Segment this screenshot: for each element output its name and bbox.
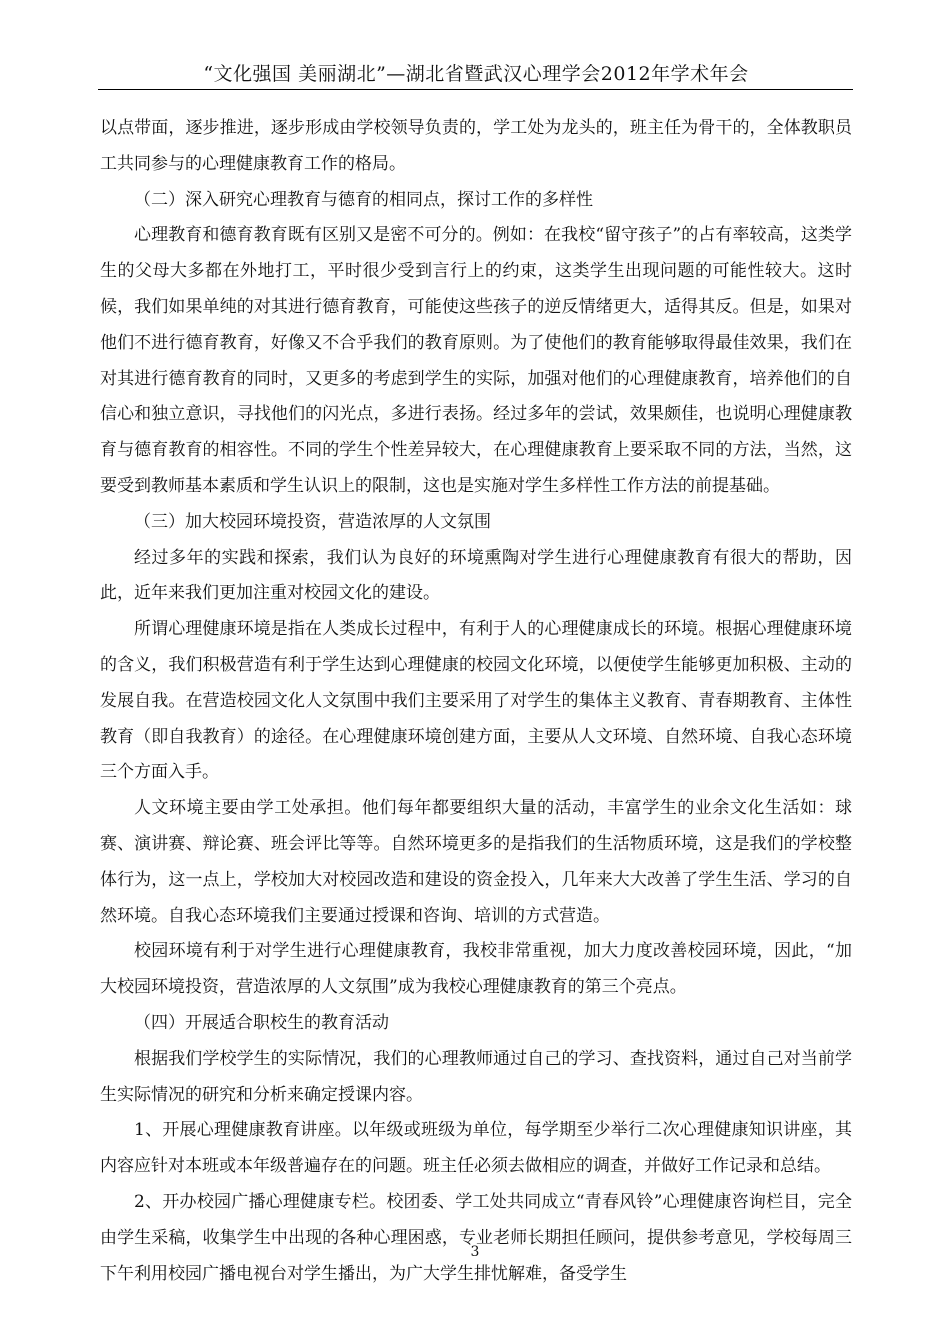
paragraph: 心理教育和德育教育既有区别又是密不可分的。例如：在我校“留守孩子”的占有率较高，这类学生的父母大多都在外地打工，平时很少受到言行上的约束，这类学生出现问题的可能性较大。这时候，我们如果单纯的对其进行德育教育，可能使这些孩子的逆反情绪更大，适得其反。但是，如果对他们不进行德育教育，好像又不合乎我们的教育原则。为了使他们的教育能够取得最佳效果，我们在对其进行德育教育的同时，又更多的考虑到学生的实际，加强对他们的心理健康教育，培养他们的自信心和独立意识，寻找他们的闪光点，多进行表扬。经过多年的尝试，效果颇佳，也说明心理健康教育与德育教育的相容性。不同的学生个性差异较大，在心理健康教育上要采取不同的方法，当然，这要受到教师基本素质和学生认识上的限制，这也是实施对学生多样性工作方法的前提基础。 (100, 225, 852, 496)
paragraph-continued: 以点带面，逐步推进，逐步形成由学校领导负责的，学工处为龙头的，班主任为骨干的，全体教职员工共同参与的心理健康教育工作的格局。 (100, 118, 852, 174)
paragraph: 根据我们学校学生的实际情况，我们的心理教师通过自己的学习、查找资料，通过自己对当前学生实际情况的研究和分析来确定授课内容。 (100, 1048, 852, 1105)
paragraph: 所谓心理健康环境是指在人类成长过程中，有利于人的心理健康成长的环境。根据心理健康环境的含义，我们积极营造有利于学生达到心理健康的校园文化环境，以便使学生能够更加积极、主动的发展自我。在营造校园文化人文氛围中我们主要采用了对学生的集体主义教育、青春期教育、主体性教育（即自我教育）的途径。在心理健康环境创建方面，主要从人文环境、自然环境、自我心态环境三个方面入手。 (100, 619, 852, 783)
paragraph: 经过多年的实践和探索，我们认为良好的环境熏陶对学生进行心理健康教育有很大的帮助，因此，近年来我们更加注重对校园文化的建设。 (100, 547, 852, 604)
page-number: 3 (470, 1244, 480, 1260)
paragraph: 校园环境有利于对学生进行心理健康教育，我校非常重视，加大力度改善校园环境，因此，“加大校园环境投资，营造浓厚的人文氛围”成为我校心理健康教育的第三个亮点。 (100, 941, 852, 998)
document-body (100, 111, 852, 1292)
running-header: “文化强国 美丽湖北”—湖北省暨武汉心理学会2012年学术年会 (203, 63, 749, 85)
header-rule (98, 89, 853, 90)
list-item-paragraph: 1、开展心理健康教育讲座。以年级或班级为单位，每学期至少举行二次心理健康知识讲座，其内容应针对本班或本年级普遍存在的问题。班主任必须去做相应的调查，并做好工作记录和总结。 (100, 1120, 852, 1177)
section-heading-3: （三）加大校园环境投资，营造浓厚的人文氛围 (134, 511, 491, 532)
list-item-paragraph: 2、开办校园广播心理健康专栏。校团委、学工处共同成立“青春风铃”心理健康咨询栏目，完全由学生采稿，收集学生中出现的各种心理困惑，专业老师长期担任顾问，提供参考意见，学校每周三下午利用校园广播电视台对学生播出，为广大学生排忧解难，备受学生 (100, 1191, 852, 1284)
paragraph: 人文环境主要由学工处承担。他们每年都要组织大量的活动，丰富学生的业余文化生活如：球赛、演讲赛、辩论赛、班会评比等等。自然环境更多的是指我们的生活物质环境，这是我们的学校整体行为，这一点上，学校加大对校园改造和建设的资金投入，几年来大大改善了学生生活、学习的自然环境。自我心态环境我们主要通过授课和咨询、培训的方式营造。 (100, 798, 852, 926)
section-heading-4: （四）开展适合职校生的教育活动 (134, 1012, 389, 1033)
section-heading-2: （二）深入研究心理教育与德育的相同点，探讨工作的多样性 (134, 189, 593, 210)
